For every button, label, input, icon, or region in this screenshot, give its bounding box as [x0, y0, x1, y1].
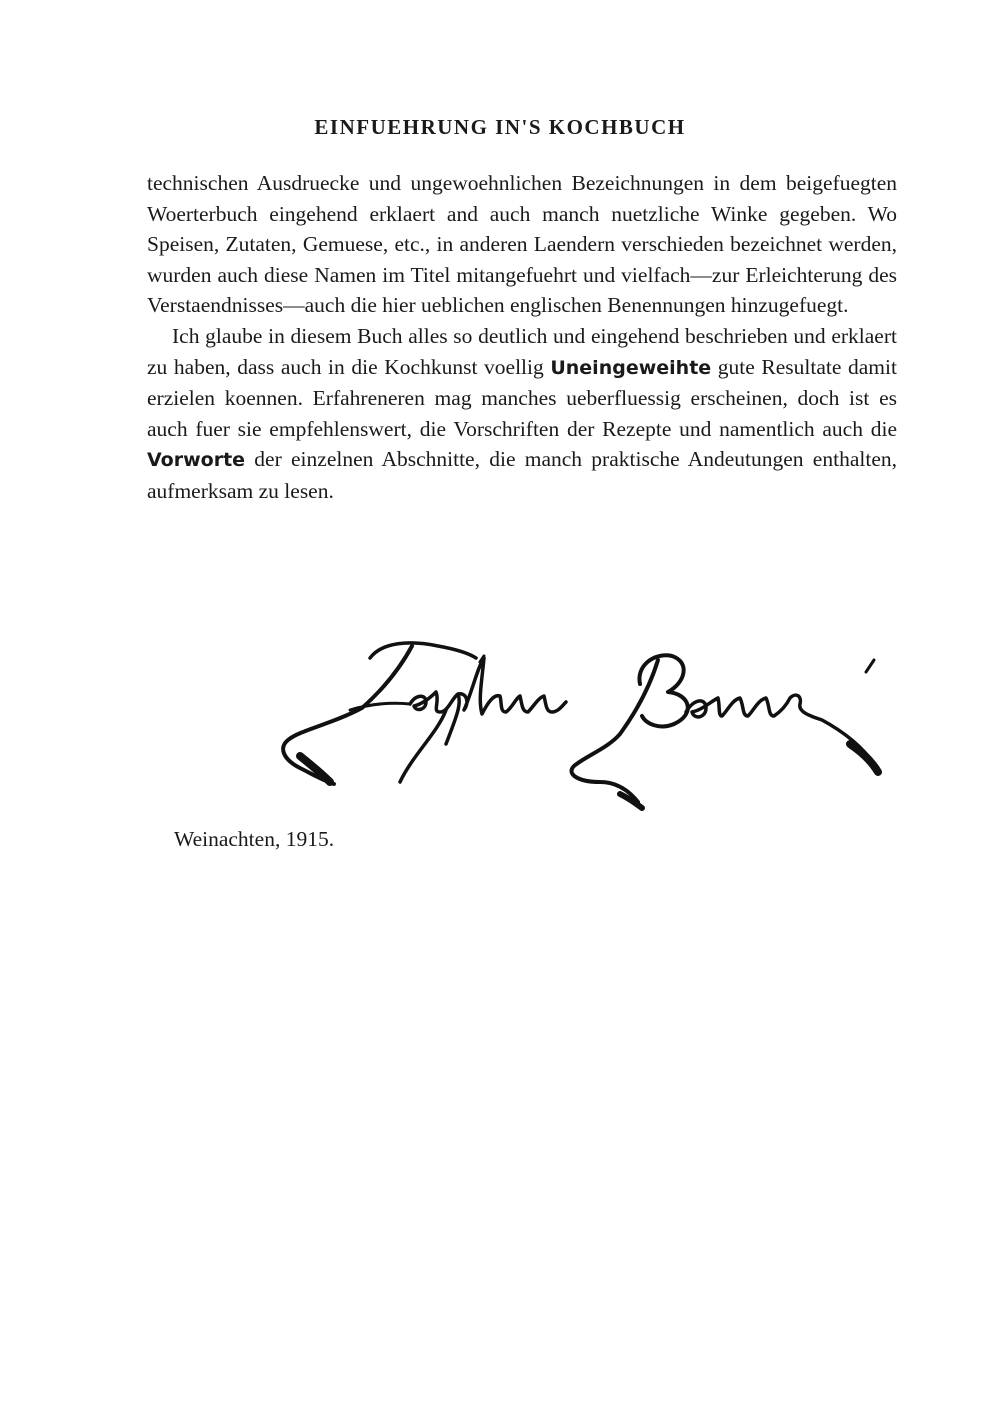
paragraph-2-text-b: gute Resultate damit erzielen koennen. Erfahreneren mag manches ueberfluessig erscheinen, doch ist es auch fuer sie empfehlenswert, die Vorschriften der Rezepte und namentlich auch die	[147, 354, 897, 441]
signature-stroke-accent	[866, 660, 874, 672]
body-text	[147, 168, 897, 507]
dateline: Weinachten, 1915.	[174, 827, 335, 851]
signature-stroke-final-swash	[850, 744, 878, 772]
signature-stroke-onne	[686, 695, 874, 764]
emphasis-uneingeweihte: Uneingeweihte	[550, 356, 712, 379]
signature-stroke-descender	[400, 710, 446, 782]
paragraph-2-text-a: Ich glaube in diesem Buch alles so deutlich und eingehend beschrieben und erklaert zu haben, dass auch in die Kochkunst voellig	[147, 323, 897, 379]
emphasis-vorworte: Vorworte	[147, 449, 246, 472]
running-head: EINFUEHRUNG IN'S KOCHBUCH	[314, 115, 686, 139]
paragraph-2-text-c: der einzelnen Abschnitte, die manch praktische Andeutungen enthalten, aufmerksam zu lesen.	[147, 447, 897, 503]
signature-stroke-j-crossbar	[350, 703, 410, 710]
signature-stroke-b-stem	[572, 660, 658, 802]
signature-stroke-j-top	[370, 643, 476, 658]
paragraph-2	[147, 321, 897, 507]
signature-stroke-j-stem	[283, 646, 412, 784]
signature	[270, 632, 900, 822]
paragraph-1	[147, 168, 897, 321]
paragraph-1-text: technischen Ausdruecke und ungewoehnlichen Bezeichnungen in dem beigefuegten Woerterbuch eingehend erklaert and auch manch nuetzliche Winke gegeben. Wo Speisen, Zutaten, Gemuese, etc., in anderen Laendern verschieden bezeichnet werden, wurden auch diese Namen im Titel mitangefuehrt und vielfach—zur Erleichterung des Verstaendnisses—auch die hier ueblichen englischen Benennungen hinzugefuegt.	[147, 171, 897, 318]
